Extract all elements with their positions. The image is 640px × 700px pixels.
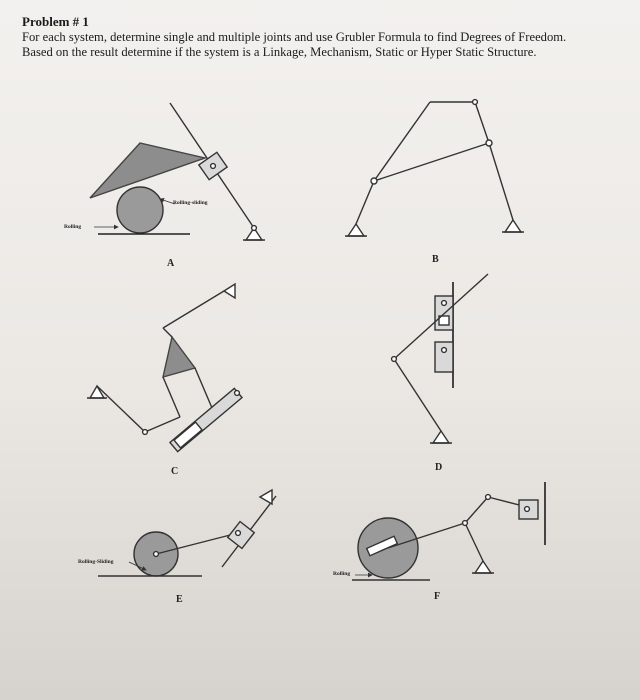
figure-f-drawing <box>352 482 545 580</box>
instructions-text: For each system, determine single and multiple joints and use Grubler Formula to find Degrees of Freedom. Based on the result determine if the system is a Linkage, Mechanism, Static or Hyper Static Structure. <box>22 30 567 59</box>
figure-f-rolling-annotation: Rolling <box>333 571 351 577</box>
problem-title: Problem # 1 <box>22 14 89 29</box>
figure-e-drawing <box>98 490 276 576</box>
figure-a-label: A <box>167 258 175 269</box>
figure-a-drawing <box>90 103 265 240</box>
figure-a-rolling-sliding-annotation: Rolling-sliding <box>173 200 208 206</box>
figure-d-drawing <box>392 274 488 443</box>
figure-b-drawing <box>345 100 524 236</box>
figure-e-label: E <box>176 594 183 605</box>
figure-c-label: C <box>171 466 179 477</box>
figure-b-label: B <box>432 254 439 265</box>
figure-f-label: F <box>434 591 441 602</box>
figure-e-rolling-sliding-annotation: Rolling-Sliding <box>78 559 114 565</box>
figure-d-label: D <box>435 462 443 473</box>
figure-a-rolling-annotation: Rolling <box>64 224 82 230</box>
figure-c-drawing <box>87 284 242 452</box>
